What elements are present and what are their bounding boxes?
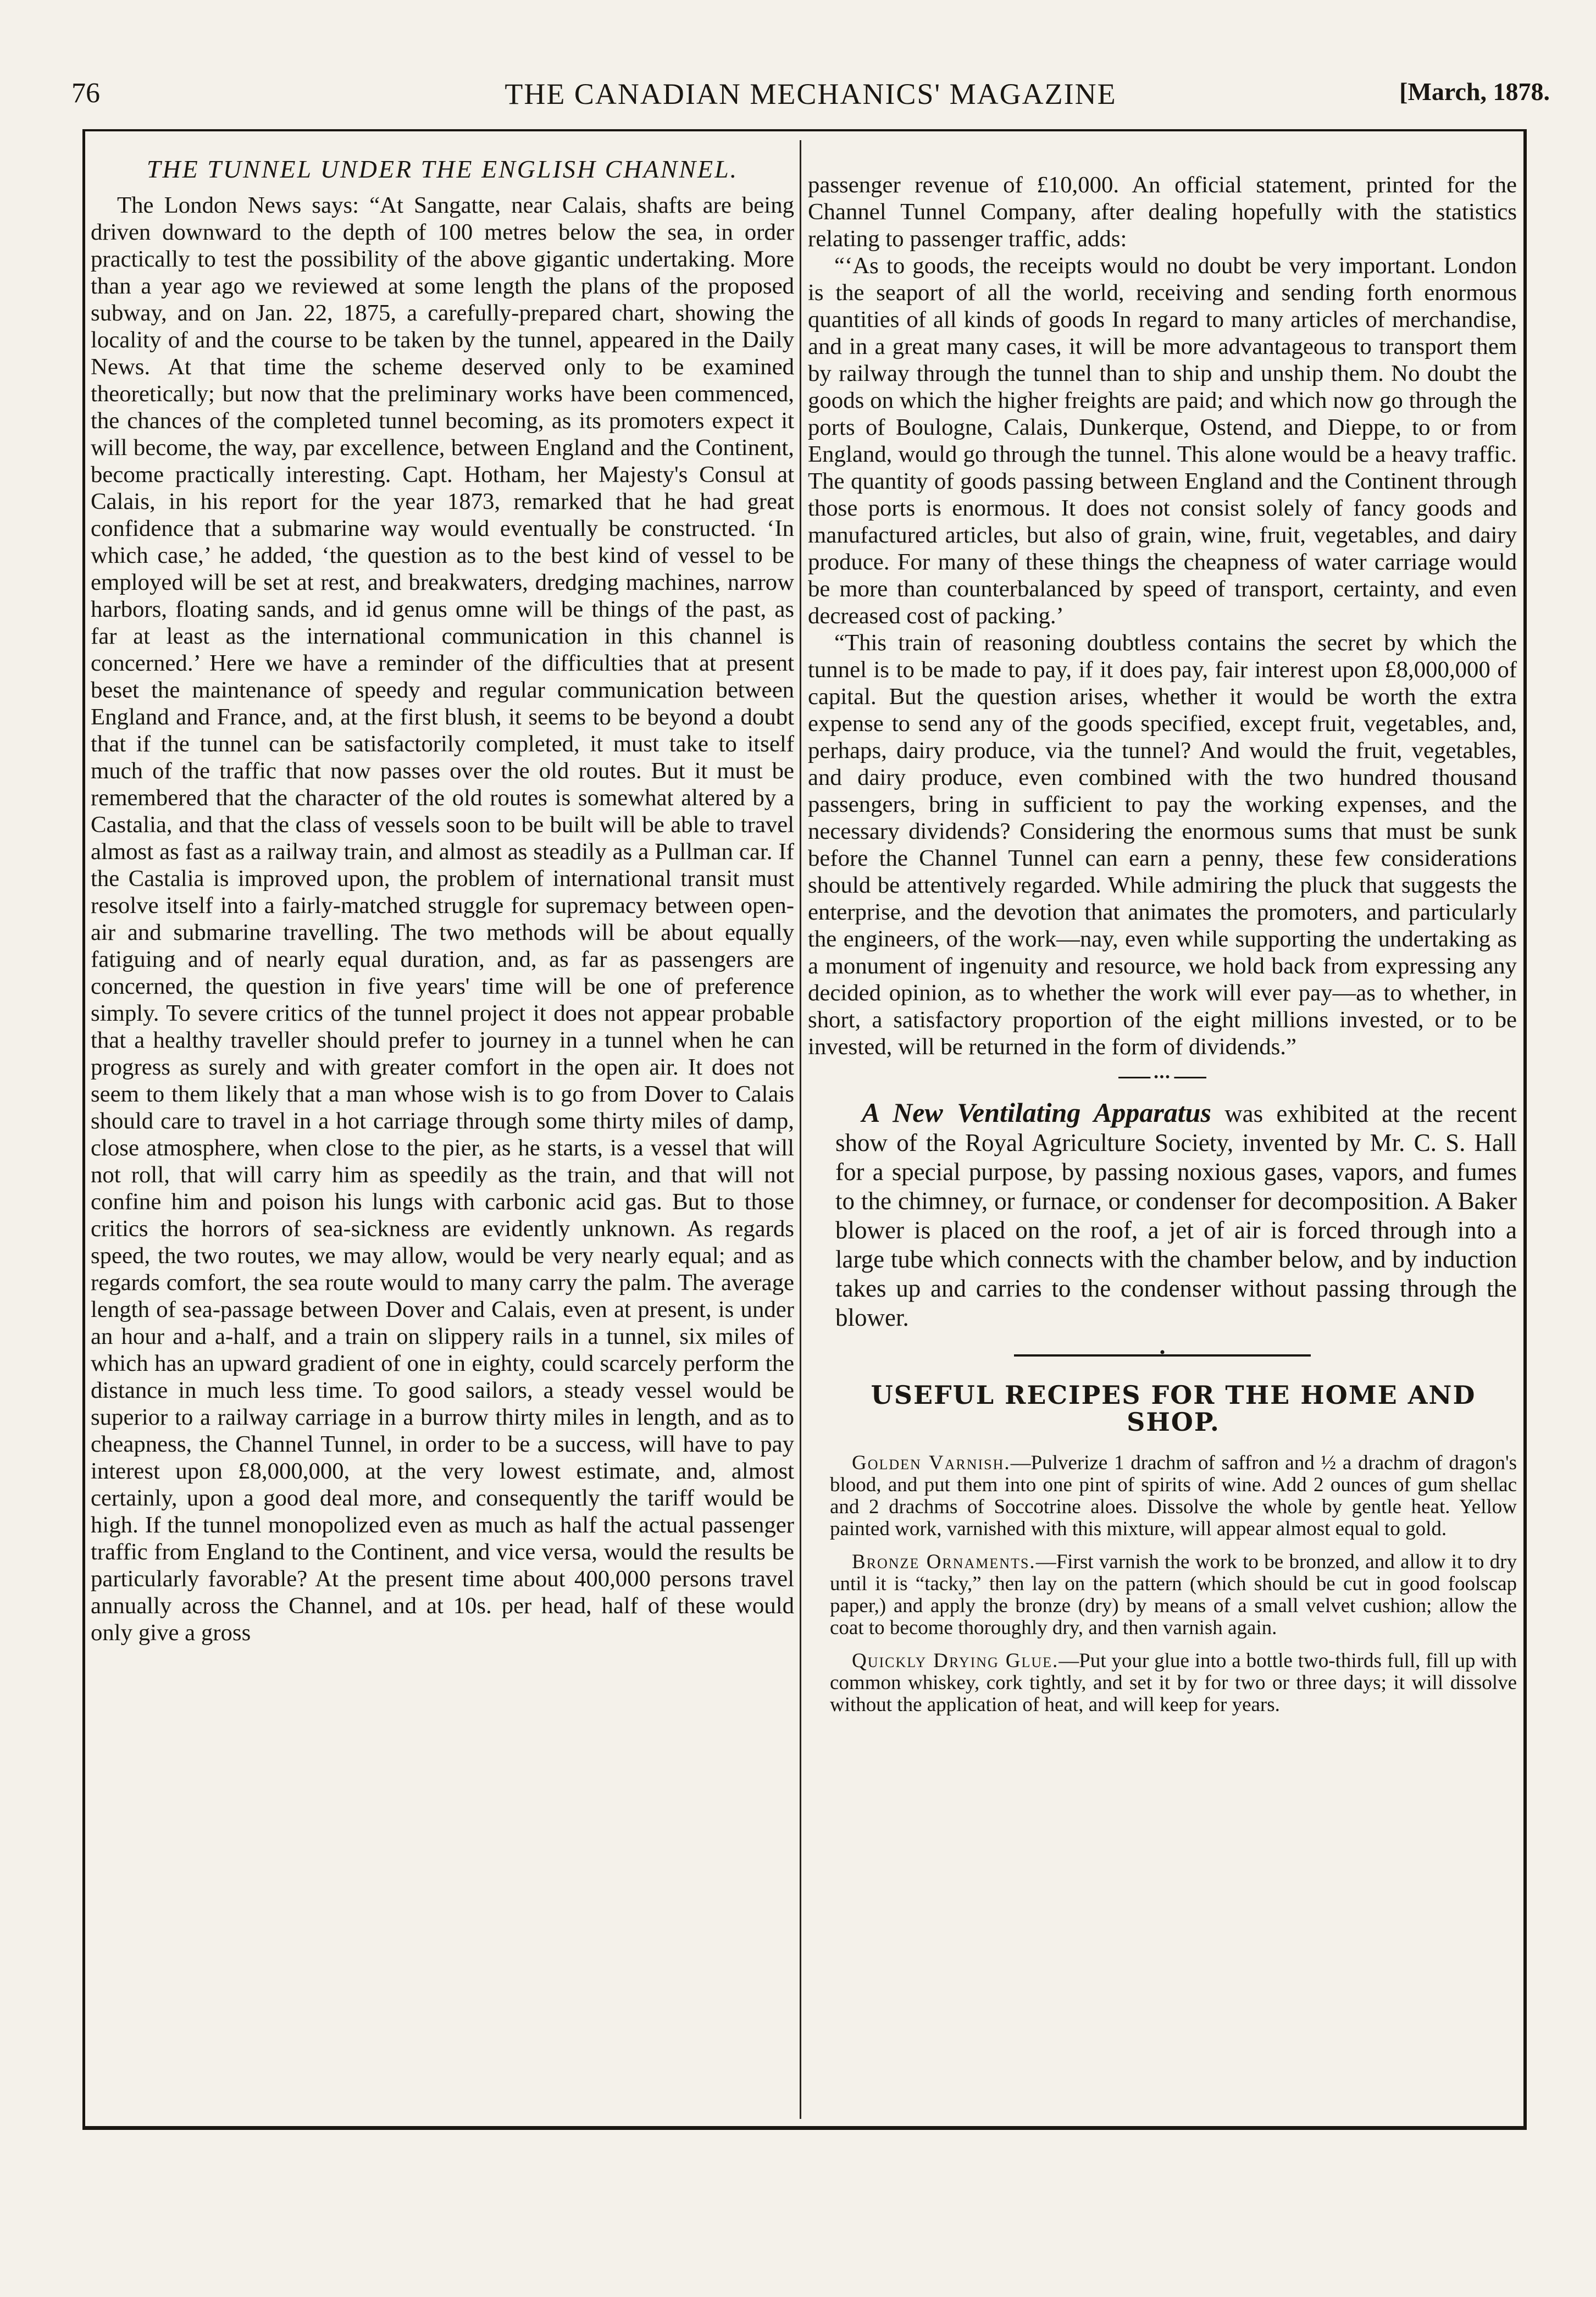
- recipe-name: Bronze Ornaments.: [852, 1551, 1036, 1573]
- recipe-text: —Pulverize 1 drachm of saffron and ½ a drachm of dragon's blood, and put them into one pint of spirits of wine. Add 2 ounces of gum shellac and 2 drachms of Soccotrine aloes. Dissolve the whole by gentle heat. Yellow painted work, varnished with this mixture, will appear almost equal to gold.: [830, 1452, 1517, 1540]
- ventilating-lead: A New Ventilating Apparatus: [862, 1097, 1211, 1128]
- ornament-dot-icon: •: [1159, 1343, 1166, 1361]
- recipes-heading: USEFUL RECIPES FOR THE HOME AND SHOP.: [871, 1380, 1476, 1437]
- recipe-item: [830, 1452, 1517, 1540]
- recipe-item: [830, 1650, 1517, 1716]
- running-head: [71, 77, 1550, 115]
- section-divider: [1014, 1343, 1311, 1361]
- magazine-title: THE CANADIAN MECHANICS' MAGAZINE: [505, 78, 1117, 110]
- recipe-name: Golden Varnish.: [852, 1452, 1011, 1474]
- page-number: 76: [71, 78, 100, 109]
- issue-date: [March, 1878.: [1399, 78, 1550, 106]
- ornament-dots-icon: •••: [1150, 1069, 1174, 1086]
- article-paragraph: The London News says: “At Sangatte, near Calais, shafts are being driven downward to the depth of 100 metres below the sea, in order practically to test the possibility of the above gigantic undertaking. More than a year ago we reviewed at some length the plans of the proposed subway, and on Jan. 22, 1875, a carefully-prepared chart, showing the locality of and the course to be taken by the tunnel, appeared in the Daily News. At that time the scheme deserved only to be examined theoretically; but now that the preliminary works have been commenced, the chances of the completed tunnel becoming, as its promoters expect it will become, the way, par excellence, between England and the Continent, become practically interesting. Capt. Hotham, her Majesty's Consul at Calais, in his report for the year 1873, remarked that he had great confidence that a submarine way would eventually be constructed. ‘In which case,’ he added, ‘the question as to the best kind of vessel to be employed will be set at rest, and breakwaters, dredging machines, narrow harbors, floating sands, and id genus omne will be things of the past, as far at least as the international communication in this channel is concerned.’ Here we have a reminder of the difficulties that at present beset the maintenance of speedy and regular communication between England and France, and, at the first blush, it seems to be beyond a doubt that if the tunnel can be satisfactorily completed, it must take to itself much of the traffic that now passes over the old routes. But it must be remembered that the character of the old routes is somewhat altered by a Castalia, and that the class of vessels soon to be built will be able to travel almost as fast as a railway train, and almost as steadily as a Pullman car. If the Castalia is improved upon, the problem of international transit must resolve itself into a fairly-matched struggle for supremacy between open-air and submarine travelling. The two methods will be about equally fatiguing and of nearly equal duration, and, as far as passengers are concerned, the question in five years' time will be one of preference simply. To severe critics of the tunnel project it does not appear probable that a healthy traveller should prefer to journey in a tunnel when he can progress as surely and with greater comfort in the open air. It does not seem to them likely that a man whose wish is to go from Dover to Calais should care to travel in a hot carriage through some thirty miles of damp, close atmosphere, when close to the pier, as he starts, is a vessel that will not roll, that will carry him as speedily as the train, and that will not confine him and poison his lungs with carbonic acid gas. But to those critics the horrors of sea-sickness are evidently unknown. As regards speed, the two routes, we may allow, would be very nearly equal; and as regards comfort, the sea route would to many carry the palm. The average length of sea-passage between Dover and Calais, even at present, is under an hour and a-half, and a train on slippery rails in a tunnel, six miles of which has an upward gradient of one in eighty, could scarcely perform the distance in much less time. To good sailors, a steady vessel would be superior to a railway carriage in a burrow thirty miles in length, and as to cheapness, the Channel Tunnel, in order to be a success, will have to pay interest upon £8,000,000, at the very lowest estimate, and, almost certainly, upon a good deal more, and consequently the tariff would be high. If the tunnel monopolized even as much as half the actual passenger traffic from England to the Continent, and vice versa, would the results be particularly favorable? At the present time about 400,000 persons travel annually across the Channel, and at 10s. per head, half of these would only give a gross: [91, 192, 794, 1646]
- ornament-divider: [1118, 1070, 1206, 1084]
- left-column: [91, 140, 794, 2124]
- article-title: THE TUNNEL UNDER THE ENGLISH CHANNEL.: [146, 155, 739, 183]
- recipe-name: Quickly Drying Glue.: [852, 1650, 1059, 1672]
- article-paragraph: “‘As to goods, the receipts would no doubt be very important. London is the seaport of all the world, receiving and sending forth enormous quantities of all kinds of goods In regard to many articles of merchandise, and in a great many cases, it will be more advantageous to transport them by railway through the tunnel than to ship and unship them. No doubt the goods on which the higher freights are paid; and which now go through the ports of Boulogne, Calais, Dunkerque, Ostend, and Dieppe, to or from England, would go through the tunnel. This alone would be a heavy traffic. The quantity of goods passing between England and the Continent through those ports is enormous. It does not consist solely of fancy goods and manufactured articles, but also of grain, wine, fruit, vegetables, and dairy produce. For many of these things the cheapness of water carriage would be more than counterbalanced by speed of transport, certainty, and even decreased cost of packing.’: [808, 253, 1517, 629]
- ventilating-paragraph: [835, 1098, 1517, 1332]
- recipe-text: —Put your glue into a bottle two-thirds full, fill up with common whiskey, cork tightly, and set it by for two or three days; it will dissolve without the application of heat, and will keep for years.: [830, 1650, 1517, 1716]
- ventilating-text: was exhibited at the recent show of the Royal Agriculture Society, invented by Mr. C. S. Hall for a special purpose, by passing noxious gases, vapors, and fumes to the chimney, or furnace, or condenser for decomposition. A Baker blower is placed on the roof, a jet of air is forced through into a large tube which connects with the chamber below, and by induction takes up and carries to the condenser without passing through the blower.: [835, 1100, 1517, 1331]
- recipe-item: [830, 1551, 1517, 1639]
- right-column: [808, 171, 1517, 2128]
- recipe-text: —First varnish the work to be bronzed, and allow it to dry until it is “tacky,” then lay on the pattern (which should be cut in good foolscap paper,) and apply the bronze (dry) by means of a small velvet cushion; allow the coat to become thoroughly dry, and then varnish again.: [830, 1551, 1517, 1639]
- article-paragraph: “This train of reasoning doubtless contains the secret by which the tunnel is to be made to pay, if it does pay, fair interest upon £8,000,000 of capital. But the question arises, whether it would be worth the extra expense to send any of the goods specified, except fruit, vegetables, and, perhaps, dairy produce, via the tunnel? And would the fruit, vegetables, and dairy produce, even combined with the two hundred thousand passengers, bring in sufficient to pay the working expenses, and the necessary dividends? Considering the enormous sums that must be sunk before the Channel Tunnel can earn a penny, these few considerations should be attentively regarded. While admiring the pluck that suggests the enterprise, and the devotion that animates the promoters, and particularly the engineers, of the work—nay, even while supporting the undertaking as a monument of ingenuity and resource, we hold back from expressing any decided opinion, as to whether the work will ever pay—as to whether, in short, a satisfactory proportion of the eight millions invested, or to be invested, will be returned in the form of dividends.”: [808, 630, 1517, 1060]
- article-paragraph-continued: passenger revenue of £10,000. An official statement, printed for the Channel Tunnel Company, after dealing hopefully with the statistics relating to passenger traffic, adds:: [808, 172, 1517, 252]
- column-divider: [800, 140, 801, 2119]
